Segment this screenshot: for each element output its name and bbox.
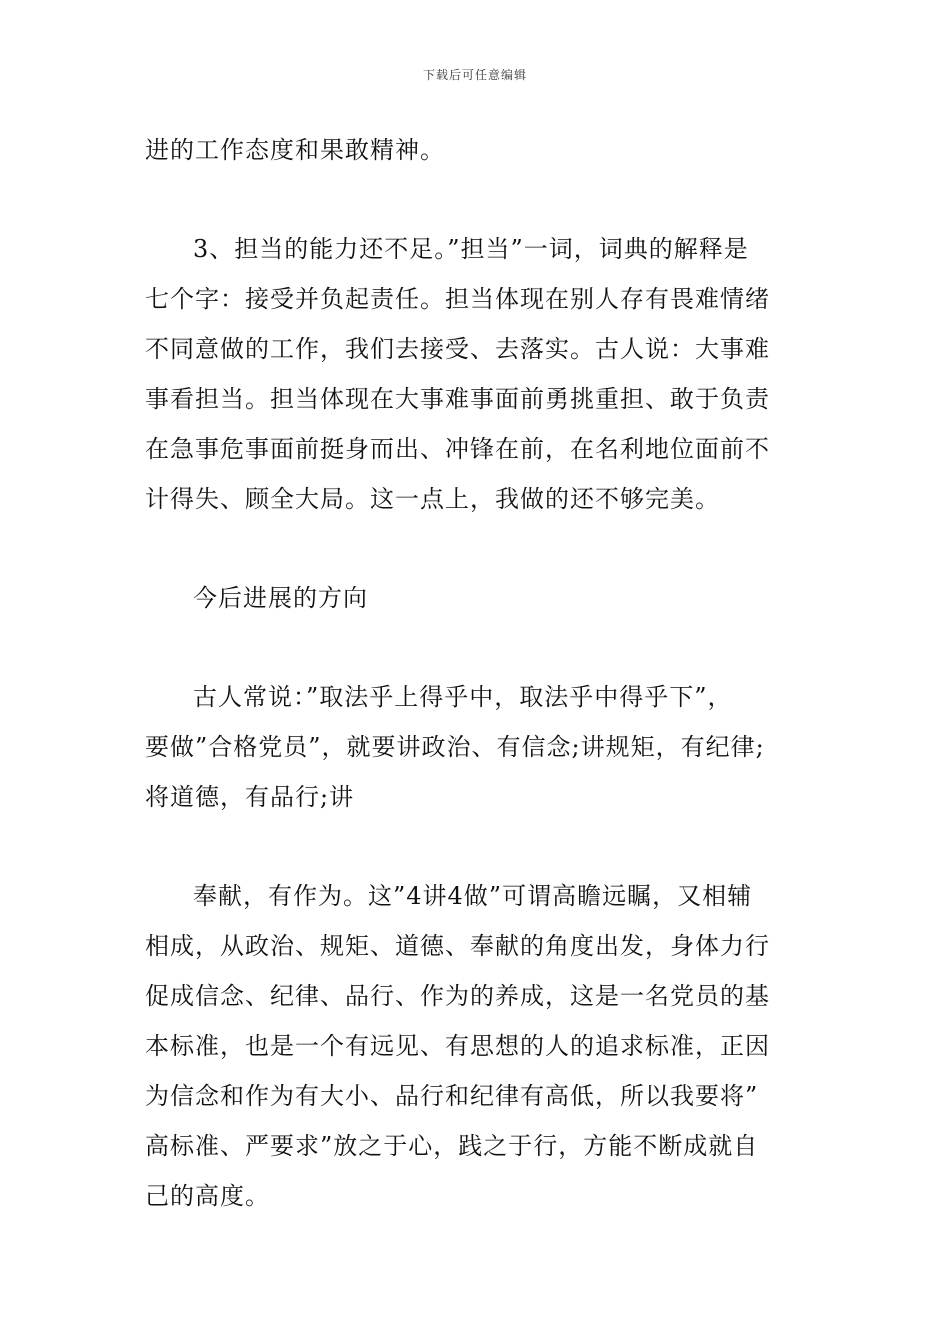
text-line: 古人常说：”取法乎上得乎中，取法乎中得乎下”， xyxy=(193,683,733,711)
text-line: 不同意做的工作，我们去接受、去落实。古人说：大事难 xyxy=(145,335,770,363)
text-line: 七个字：接受并负起责任。担当体现在别人存有畏难情绪 xyxy=(145,285,770,313)
text-line: 将道德，有品行;讲 xyxy=(145,783,355,811)
text-line: 进的工作态度和果敢精神。 xyxy=(145,136,445,164)
text-line: 高标准、严要求”放之于心，践之于行，方能不断成就自 xyxy=(145,1132,759,1160)
text-line: 促成信念、纪律、品行、作为的养成，这是一名党员的基 xyxy=(145,982,770,1010)
text-line: 在急事危事面前挺身而出、冲锋在前，在名利地位面前不 xyxy=(145,435,770,463)
text-line: 己的高度。 xyxy=(145,1182,270,1210)
text-line: 计得失、顾全大局。这一点上，我做的还不够完美。 xyxy=(145,485,720,513)
text-line: 为信念和作为有大小、品行和纪律有高低，所以我要将” xyxy=(145,1082,759,1110)
header-note: 下载后可任意编辑 xyxy=(422,68,527,82)
text-line: 事看担当。担当体现在大事难事面前勇挑重担、敢于负责 xyxy=(145,385,770,413)
text-line: 3、担当的能力还不足。”担当”一词，词典的解释是 xyxy=(193,235,749,263)
section-heading: 今后进展的方向 xyxy=(193,584,368,612)
text-line: 本标准，也是一个有远见、有思想的人的追求标准，正因 xyxy=(145,1032,770,1060)
text-line: 奉献，有作为。这”4讲4做”可谓高瞻远瞩，又相辅 xyxy=(193,882,753,910)
text-line: 相成，从政治、规矩、道德、奉献的角度出发，身体力行 xyxy=(145,932,770,960)
text-line: 要做”合格党员”，就要讲政治、有信念;讲规矩，有纪律; xyxy=(145,733,765,761)
